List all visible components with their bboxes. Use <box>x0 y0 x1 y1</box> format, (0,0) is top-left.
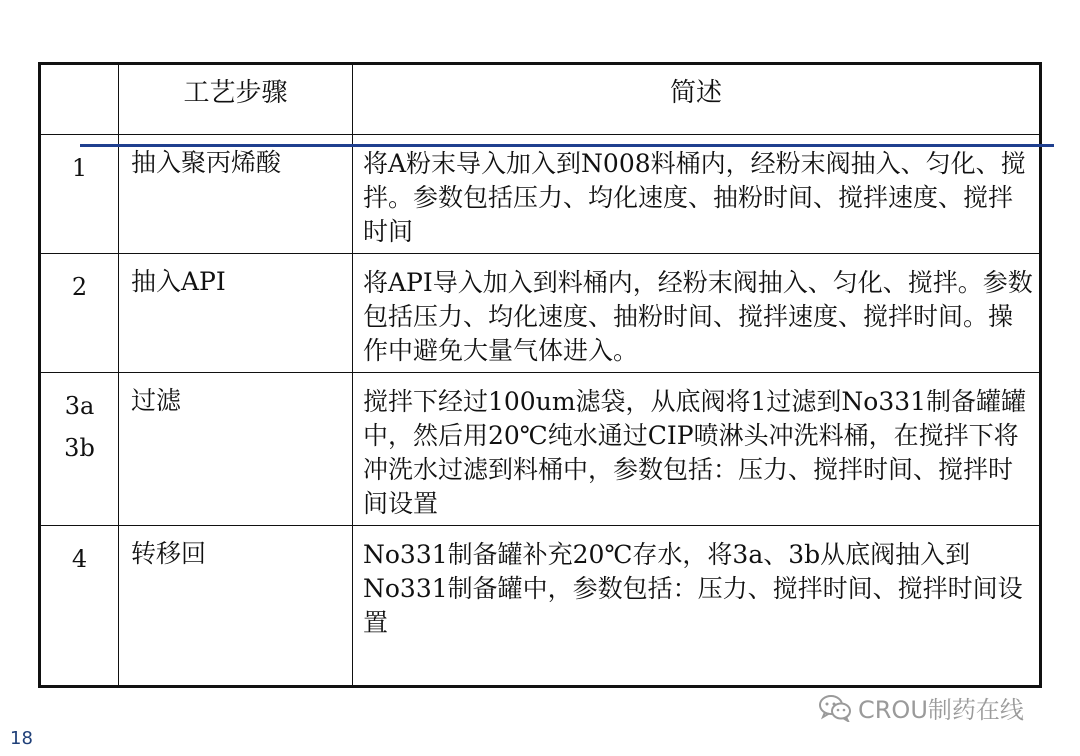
watermark <box>818 690 1024 725</box>
row-description: No331制备罐补充20℃存水，将3a、3b从底阀抽入到No331制备罐中，参数包括：压力、搅拌时间、搅拌时间设置 <box>353 526 1040 686</box>
table-row <box>41 526 1040 686</box>
row-number-value: 4 <box>71 545 88 573</box>
row-number <box>41 526 119 686</box>
row-number <box>41 135 119 254</box>
header-description: 简述 <box>353 65 1040 135</box>
row-step: 抽入聚丙烯酸 <box>119 135 353 254</box>
table-header-row <box>41 65 1040 135</box>
row-step: 转移回 <box>119 526 353 686</box>
row-step: 过滤 <box>119 373 353 526</box>
header-number <box>41 65 119 135</box>
table-row <box>41 373 1040 526</box>
row-number-value: 1 <box>71 154 88 182</box>
wechat-icon <box>818 694 852 722</box>
table-row <box>41 254 1040 373</box>
page-number: 18 <box>10 728 33 749</box>
row-number <box>41 254 119 373</box>
row-description: 将API导入加入到料桶内，经粉末阀抽入、匀化、搅拌。参数包括压力、均化速度、抽粉时间、搅拌速度、搅拌时间。操作中避免大量气体进入。 <box>353 254 1040 373</box>
horizontal-accent-rule <box>80 144 1054 147</box>
row-description: 搅拌下经过100um滤袋，从底阀将1过滤到No331制备罐罐中，然后用20℃纯水通过CIP喷淋头冲洗料桶，在搅拌下将冲洗水过滤到料桶中，参数包括：压力、搅拌时间、搅拌时间设置 <box>353 373 1040 526</box>
watermark-text: CROU制药在线 <box>858 696 1024 724</box>
process-table <box>38 62 1042 688</box>
row-number <box>41 373 119 526</box>
row-number-value: 3b <box>64 434 95 462</box>
row-number-value: 2 <box>71 273 88 301</box>
row-number-value: 3a <box>64 392 95 420</box>
table-row <box>41 135 1040 254</box>
row-step: 抽入API <box>119 254 353 373</box>
header-step: 工艺步骤 <box>119 65 353 135</box>
row-description: 将A粉末导入加入到N008料桶内，经粉末阀抽入、匀化、搅拌。参数包括压力、均化速度、抽粉时间、搅拌速度、搅拌时间 <box>353 135 1040 254</box>
